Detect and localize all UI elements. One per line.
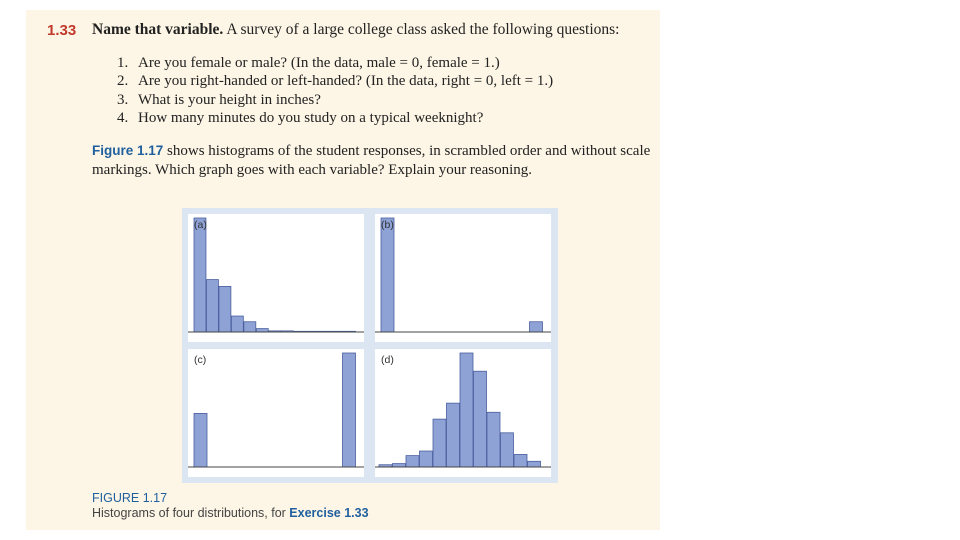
histogram-bar — [528, 461, 541, 467]
figure-caption-title: FIGURE 1.17 — [92, 491, 168, 505]
histogram-a-plot — [188, 214, 364, 342]
histogram-bar — [420, 451, 433, 467]
histogram-d-plot — [375, 349, 551, 477]
question-number: 4. — [117, 109, 129, 126]
instruction-paragraph — [92, 142, 652, 179]
list-item — [117, 109, 553, 127]
histogram-bar — [474, 371, 487, 467]
histogram-bar — [194, 218, 206, 332]
histogram-bar — [460, 353, 473, 467]
figure-reference-link[interactable]: Figure 1.17 — [92, 143, 164, 158]
list-item — [117, 72, 553, 90]
question-list — [117, 54, 553, 127]
histogram-c-plot — [188, 349, 364, 477]
panel-label: (d) — [381, 354, 394, 366]
histogram-bar — [530, 322, 543, 332]
exercise-intro-text: A survey of a large college class asked the following questions: — [223, 21, 620, 38]
histogram-bar — [256, 329, 268, 332]
histogram-panel-c — [188, 349, 364, 477]
list-item — [117, 54, 553, 72]
histogram-b-plot — [375, 214, 551, 342]
exercise-intro — [92, 21, 652, 39]
histogram-panel-b — [375, 214, 551, 342]
histogram-bar — [393, 464, 406, 467]
caption-text: Histograms of four distributions, for — [92, 506, 290, 520]
histogram-bar — [206, 280, 218, 332]
question-text: Are you female or male? (In the data, male = 0, female = 1.) — [138, 55, 500, 71]
question-text: Are you right-handed or left-handed? (In the data, right = 0, left = 1.) — [138, 73, 554, 90]
histogram-bar — [514, 454, 527, 467]
histogram-bar — [194, 413, 207, 467]
histogram-bar — [406, 456, 419, 467]
histogram-bar — [487, 412, 500, 467]
panel-label: (a) — [194, 219, 207, 231]
histogram-figure — [182, 208, 558, 483]
textbook-page — [26, 10, 660, 530]
panel-label: (b) — [381, 219, 394, 231]
exercise-reference-link[interactable]: Exercise 1.33 — [289, 506, 369, 520]
histogram-bar — [381, 218, 394, 332]
histogram-panel-a — [188, 214, 364, 342]
histogram-bar — [433, 419, 446, 467]
histogram-panel-d — [375, 349, 551, 477]
question-text: How many minutes do you study on a typical weeknight? — [138, 109, 484, 126]
exercise-title: Name that variable. — [92, 21, 224, 38]
question-number: 3. — [117, 91, 129, 108]
figure-caption — [92, 506, 369, 520]
question-text: What is your height in inches? — [138, 91, 321, 108]
histogram-bar — [231, 316, 243, 332]
histogram-bar — [244, 322, 256, 332]
question-number: 1. — [117, 55, 129, 71]
histogram-bar — [447, 403, 460, 467]
instruction-text: shows histograms of the student responses, in scrambled order and without scale markings. Which graph goes with each variable? Explain your reasoning. — [92, 143, 651, 178]
panel-label: (c) — [194, 354, 207, 366]
question-number: 2. — [117, 73, 129, 90]
list-item — [117, 91, 553, 109]
histogram-bar — [219, 286, 231, 332]
histogram-bar — [343, 353, 356, 467]
exercise-number: 1.33 — [47, 22, 77, 39]
histogram-bar — [501, 433, 514, 467]
